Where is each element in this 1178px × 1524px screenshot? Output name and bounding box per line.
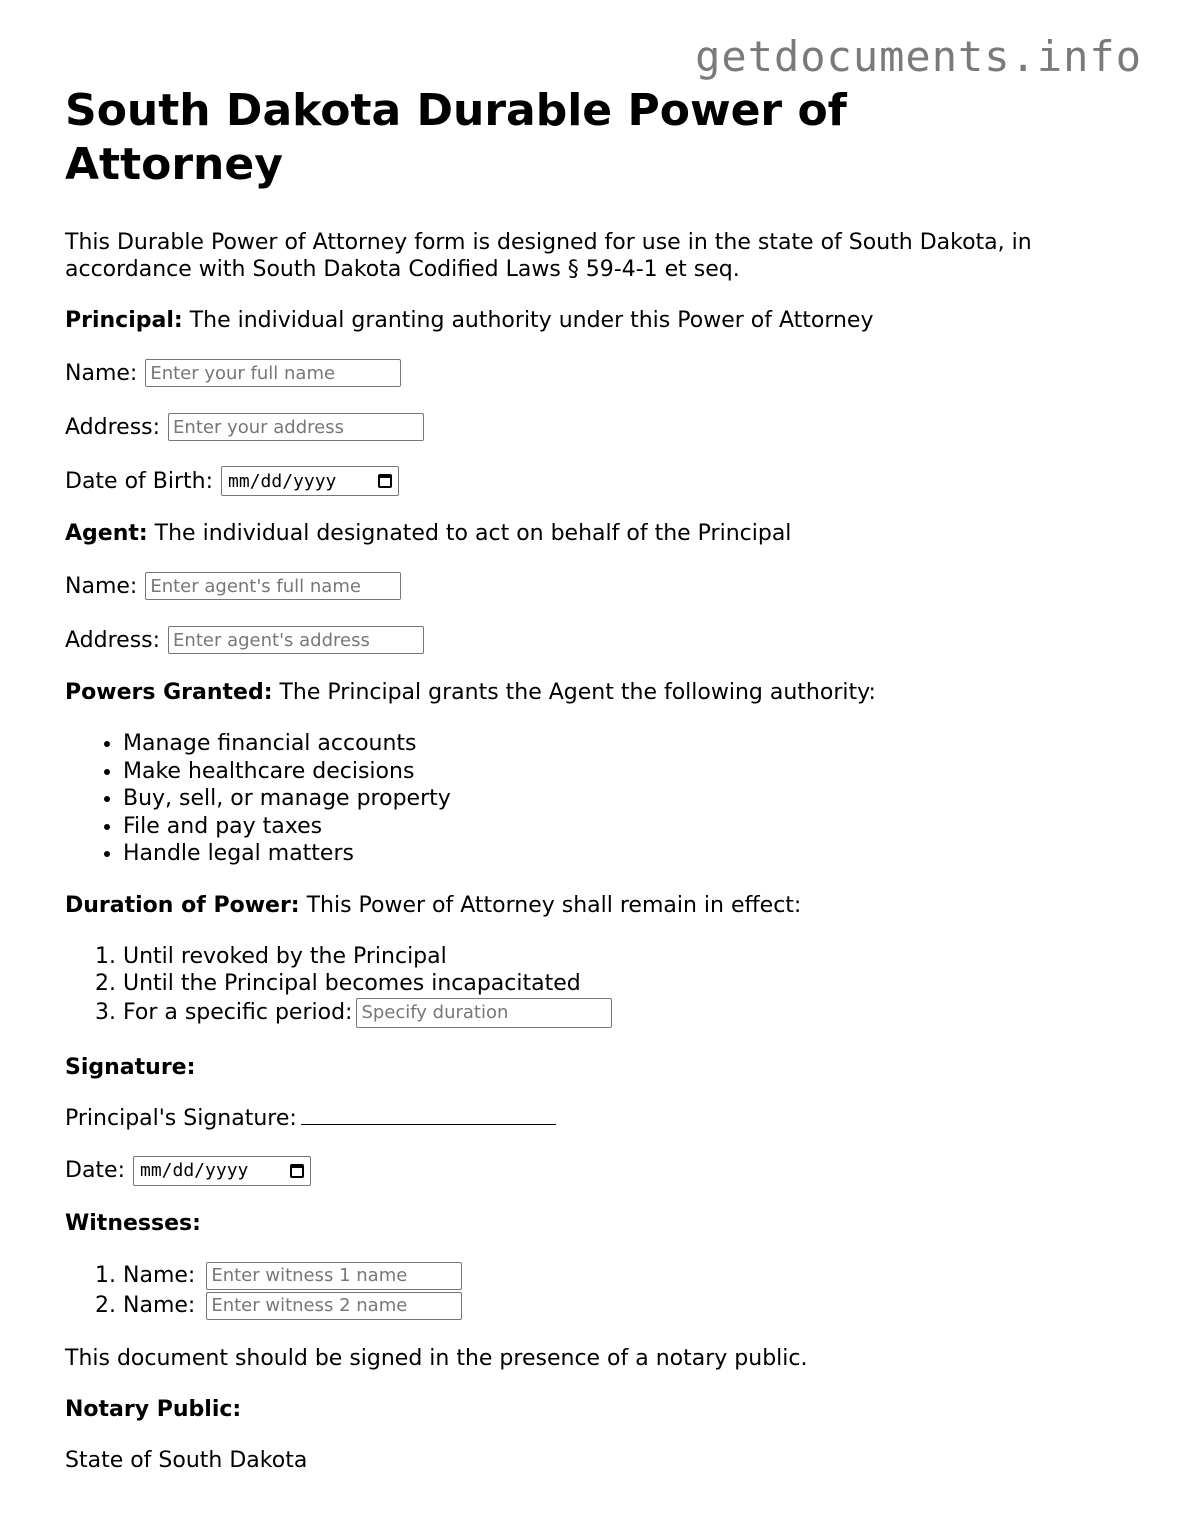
- signature-date-label: Date:: [65, 1158, 125, 1183]
- witnesses-list: [65, 1261, 1125, 1321]
- power-item: • Handle legal matters: [123, 840, 1125, 868]
- signature-section: [65, 1054, 1125, 1081]
- power-item: • Make healthcare decisions: [123, 758, 1125, 786]
- agent-address-row: [65, 625, 1125, 655]
- duration-period-input[interactable]: [356, 998, 612, 1028]
- witness-item: [123, 1261, 1125, 1291]
- signature-date-row: [65, 1156, 1125, 1186]
- principal-signature-row: [65, 1105, 1125, 1132]
- agent-name-input[interactable]: [145, 572, 401, 600]
- agent-name-label: Name:: [65, 573, 138, 599]
- signature-date-input[interactable]: [133, 1156, 311, 1186]
- principal-signature-label: Principal's Signature:: [65, 1105, 297, 1131]
- agent-description: The individual designated to act on behalf of the Principal: [147, 521, 792, 546]
- principal-description: The individual granting authority under this Power of Attorney: [182, 308, 874, 333]
- powers-description: The Principal grants the Agent the following authority:: [272, 680, 876, 705]
- principal-dob-input[interactable]: [221, 466, 399, 496]
- duration-item: [123, 970, 1125, 998]
- principal-section: [65, 307, 1125, 334]
- powers-heading: Powers Granted:: [65, 680, 273, 705]
- page-title: South Dakota Durable Power of Attorney: [65, 85, 847, 190]
- duration-list: [65, 943, 1125, 1028]
- witness-2-input[interactable]: [206, 1292, 462, 1320]
- power-item: • Buy, sell, or manage property: [123, 785, 1125, 813]
- agent-section: [65, 520, 1125, 547]
- agent-address-input[interactable]: [168, 626, 424, 654]
- notary-state: State of South Dakota: [65, 1447, 308, 1473]
- principal-heading: Principal:: [65, 308, 183, 333]
- duration-description: This Power of Attorney shall remain in effect:: [299, 892, 802, 918]
- duration-section: [65, 892, 1125, 919]
- powers-list: [65, 730, 1125, 868]
- witness-name-label: Name:: [123, 1292, 196, 1318]
- powers-section: [65, 679, 1125, 706]
- signature-date-value: mm/dd/yyyy: [140, 1160, 249, 1181]
- duration-item-text: Until revoked by the Principal: [123, 943, 447, 969]
- witnesses-section: [65, 1210, 1125, 1237]
- principal-name-row: [65, 358, 1125, 388]
- power-item: • File and pay taxes: [123, 813, 1125, 841]
- witness-name-label: Name:: [123, 1262, 196, 1288]
- principal-dob-row: [65, 466, 1125, 496]
- duration-item-text: Until the Principal becomes incapacitated: [123, 971, 581, 996]
- witness-1-input[interactable]: [206, 1262, 462, 1290]
- document-body: [65, 84, 1125, 1474]
- agent-heading: Agent:: [65, 521, 148, 546]
- principal-address-input[interactable]: [168, 413, 424, 441]
- signature-heading: Signature:: [65, 1054, 196, 1080]
- notary-heading: Notary Public:: [65, 1396, 242, 1422]
- principal-dob-value: mm/dd/yyyy: [228, 470, 337, 492]
- principal-name-label: Name:: [65, 360, 138, 386]
- principal-address-row: [65, 412, 1125, 442]
- agent-address-label: Address:: [65, 627, 161, 653]
- intro-text: This Durable Power of Attorney form is designed for use in the state of South Dakota, in accordance with South Dakota Codified Laws § 59-4-1 et seq.: [65, 230, 1032, 282]
- witnesses-heading: Witnesses:: [65, 1210, 201, 1236]
- power-item: • Manage financial accounts: [123, 730, 1125, 758]
- watermark: getdocuments.info: [695, 32, 1142, 81]
- calendar-icon[interactable]: [378, 474, 392, 488]
- witness-item: [123, 1291, 1125, 1321]
- principal-name-input[interactable]: [145, 359, 401, 387]
- calendar-icon[interactable]: [290, 1164, 304, 1178]
- notary-note: This document should be signed in the presence of a notary public.: [65, 1345, 808, 1371]
- signature-line: [301, 1106, 556, 1125]
- principal-address-label: Address:: [65, 414, 161, 440]
- agent-name-row: [65, 571, 1125, 601]
- principal-dob-label: Date of Birth:: [65, 468, 214, 494]
- duration-heading: Duration of Power:: [65, 892, 300, 918]
- duration-item: [123, 943, 1125, 971]
- notary-section: [65, 1396, 1125, 1423]
- duration-item: [123, 998, 1125, 1028]
- duration-item-text: For a specific period:: [123, 999, 353, 1025]
